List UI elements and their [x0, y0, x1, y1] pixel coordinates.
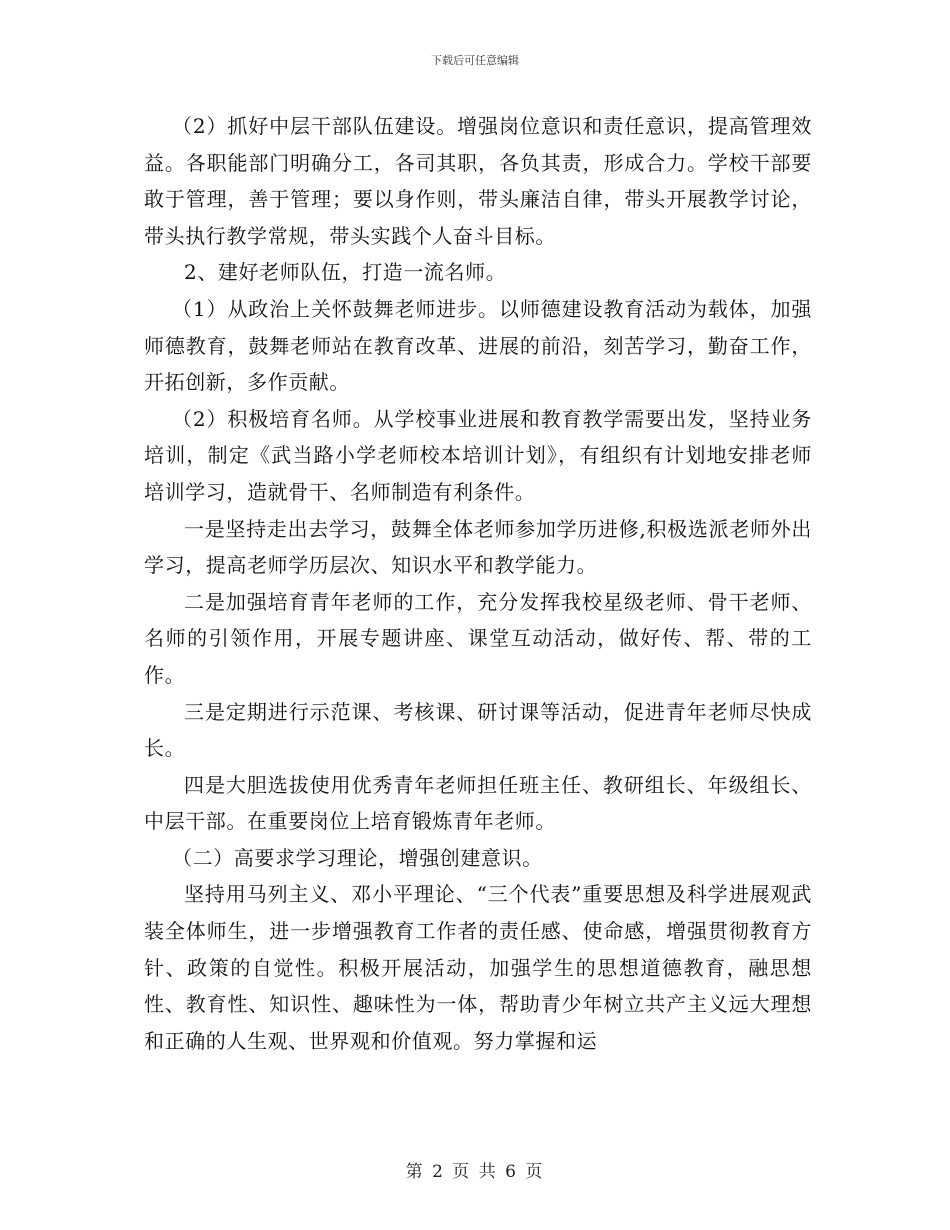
paragraph-theory-heading: （二）高要求学习理论，增强创建意识。	[172, 845, 543, 870]
paragraph-point-four: 四是大胆选拔使用优秀青年老师担任班主任、教研组长、年级组长、中层干部。在重要岗位上培育锻炼青年老师。	[144, 772, 812, 834]
paragraph-point-three: 三是定期进行示范课、考核课、研讨课等活动，促进青年老师尽快成长。	[144, 699, 812, 761]
paragraph-political-care: （1）从政治上关怀鼓舞老师进步。以师德建设教育活动为载体，加强师德教育，鼓舞老师站在教育改革、进展的前沿，刻苦学习，勤奋工作，开拓创新，多作贡献。	[144, 296, 812, 395]
paragraph-theory-body: 坚持用马列主义、邓小平理论、“三个代表”重要思想及科学进展观武装全体师生，进一步增强教育工作者的责任感、使命感，增强贯彻教育方针、政策的自觉性。积极开展活动，加强学生的思想道德教育，融思想性、教育性、知识性、趣味性为一体，帮助青少年树立共产主义远大理想和正确的人生观、世界观和价值观。努力掌握和运	[144, 882, 812, 1053]
paragraph-teacher-team-heading: 2、建好老师队伍，打造一流名师。	[184, 260, 507, 285]
paragraph-point-one: 一是坚持走出去学习，鼓舞全体老师参加学历进修,积极选派老师外出学习，提高老师学历层次、知识水平和教学能力。	[144, 516, 812, 578]
page-number: 第 2 页 共 6 页	[405, 1162, 545, 1182]
paragraph-point-two: 二是加强培育青年老师的工作，充分发挥我校星级老师、骨干老师、名师的引领作用，开展专题讲座、课堂互动活动，做好传、帮、带的工作。	[144, 589, 812, 687]
paragraph-cadre-building: （2）抓好中层干部队伍建设。增强岗位意识和责任意识，提高管理效益。各职能部门明确分工，各司其职，各负其责，形成合力。学校干部要敢于管理，善于管理；要以身作则，带头廉洁自律，带头开展教学讨论，带头执行教学常规，带头实践个人奋斗目标。	[144, 114, 812, 248]
document-body	[144, 108, 812, 1059]
paragraph-cultivate-teachers: （2）积极培育名师。从学校事业进展和教育教学需要出发，坚持业务培训，制定《武当路小学老师校本培训计划》，有组织有计划地安排老师培训学习，造就骨干、名师制造有利条件。	[144, 406, 812, 504]
page-header: 下载后可任意编辑	[431, 54, 519, 67]
